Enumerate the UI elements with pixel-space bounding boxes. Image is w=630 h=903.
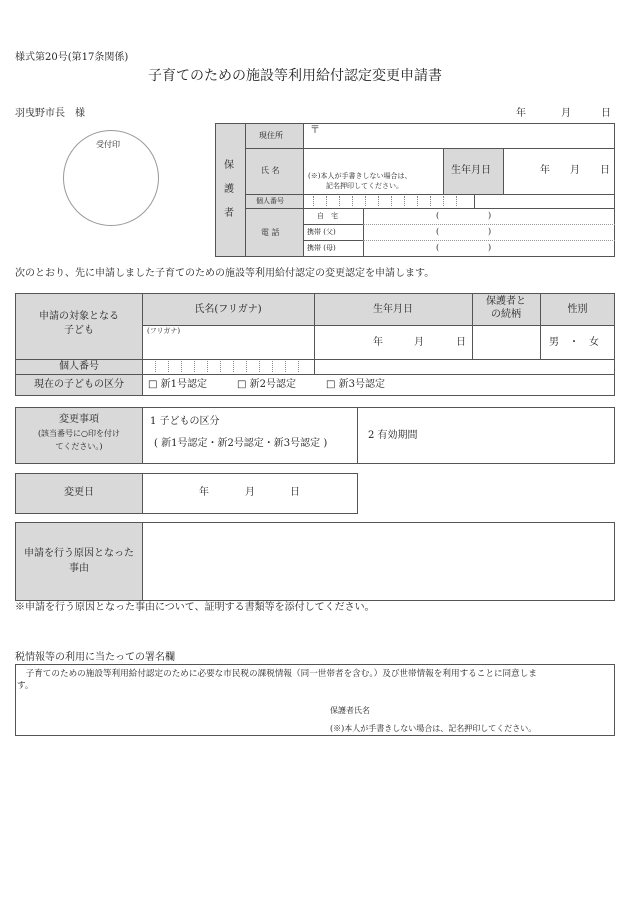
- child-target-label-1: 申請の対象となる: [39, 311, 119, 322]
- phone-mother-paren-close: ): [488, 243, 492, 252]
- phone-father-label: 携帯 (父): [307, 228, 336, 236]
- guardian-label-1: 保: [224, 160, 234, 171]
- phone-home-label: 自 宅: [317, 212, 338, 220]
- guardian-birth-day: 日: [600, 165, 610, 176]
- address-label: 現住所: [259, 131, 283, 140]
- child-furigana-label: (フリガナ): [147, 327, 181, 335]
- guardian-label-3: 者: [224, 208, 234, 219]
- reason-note: ※申請を行う原因となった事由について、証明する書類等を添付してください。: [15, 602, 375, 613]
- change-date-label: 変更日: [64, 487, 94, 498]
- phone-mother-paren-open: (: [436, 243, 440, 252]
- tax-text-1: 子育てのための施設等利用給付認定のために必要な市民税の課税情報（同一世帯者を含む。）及び世帯情報を利用することに同意しま: [17, 669, 537, 679]
- relation-header-1: 保護者と: [486, 296, 526, 307]
- gender-header: 性別: [567, 304, 588, 315]
- tax-sign-label: 保護者氏名: [330, 706, 370, 715]
- change-label-1: 変更事項: [59, 414, 99, 425]
- address-postal-mark[interactable]: 〒: [310, 125, 320, 136]
- addressee: 羽曳野市長 様: [15, 108, 85, 119]
- change-item-1-detail: ( 新1号認定・新2号認定・新3号認定 ): [154, 438, 328, 449]
- child-birth-day: 日: [456, 337, 466, 348]
- change-item-1-title[interactable]: 1 子どもの区分: [150, 416, 220, 427]
- guardian-birth-year: 年: [540, 165, 550, 176]
- tax-heading: 税情報等の利用に当たっての署名欄: [15, 652, 175, 663]
- child-category-label: 現在の子どもの区分: [34, 379, 124, 390]
- phone-father-paren-open: (: [436, 227, 440, 236]
- category-option-2[interactable]: □ 新2号認定: [237, 379, 296, 390]
- reason-label-2: 事由: [69, 563, 89, 574]
- date-day-label: 日: [601, 108, 611, 119]
- phone-mother-label: 携帯 (母): [307, 244, 336, 252]
- child-gender-options[interactable]: 男 ・ 女: [549, 337, 599, 348]
- guardian-birth-month: 月: [570, 165, 580, 176]
- category-option-1[interactable]: □ 新1号認定: [148, 379, 207, 390]
- change-date-month: 月: [245, 487, 255, 498]
- guardian-birth-label: 生年月日: [451, 165, 491, 176]
- child-id-label: 個人番号: [59, 361, 99, 372]
- child-name-header: 氏名(フリガナ): [194, 304, 262, 315]
- stamp-label: 受付印: [96, 140, 120, 149]
- child-birth-year: 年: [373, 337, 383, 348]
- relation-header-2: の続柄: [491, 309, 521, 320]
- guardian-name-label: 氏 名: [261, 166, 280, 175]
- phone-home-paren-close: ): [488, 211, 492, 220]
- form-number: 様式第20号(第17条関係): [15, 52, 129, 63]
- change-label-3: てください。): [55, 442, 103, 451]
- date-year-label: 年: [516, 108, 526, 119]
- guardian-id-label: 個人番号: [256, 197, 284, 205]
- reason-label-1: 申請を行う原因となった: [24, 548, 134, 559]
- name-note-2: 記名押印してください。: [326, 182, 403, 190]
- tax-sign-note: (※)本人が手書きしない場合は、記名押印してください。: [330, 724, 537, 733]
- phone-father-paren-close: ): [488, 227, 492, 236]
- child-target-label-2: 子ども: [64, 325, 94, 336]
- name-note-1: (※)本人が手書きしない場合は、: [308, 172, 412, 180]
- change-date-day: 日: [290, 487, 300, 498]
- tax-text-2: す。: [17, 681, 34, 691]
- reason-input-area[interactable]: [143, 523, 614, 600]
- change-label-2: (該当番号に○印を付け: [37, 429, 121, 438]
- phone-label: 電 話: [261, 228, 280, 237]
- page-title: 子育てのための施設等利用給付認定変更申請書: [148, 68, 442, 84]
- change-date-year: 年: [199, 487, 209, 498]
- intro-text: 次のとおり、先に申請しました子育てのための施設等利用給付認定の変更認定を申請します。: [15, 268, 435, 279]
- date-month-label: 月: [561, 108, 571, 119]
- guardian-label-2: 護: [224, 184, 234, 195]
- child-birth-header: 生年月日: [373, 304, 413, 315]
- child-birth-month: 月: [414, 337, 424, 348]
- phone-home-paren-open: (: [436, 211, 440, 220]
- change-item-2-title[interactable]: 2 有効期間: [368, 430, 418, 441]
- category-option-3[interactable]: □ 新3号認定: [326, 379, 385, 390]
